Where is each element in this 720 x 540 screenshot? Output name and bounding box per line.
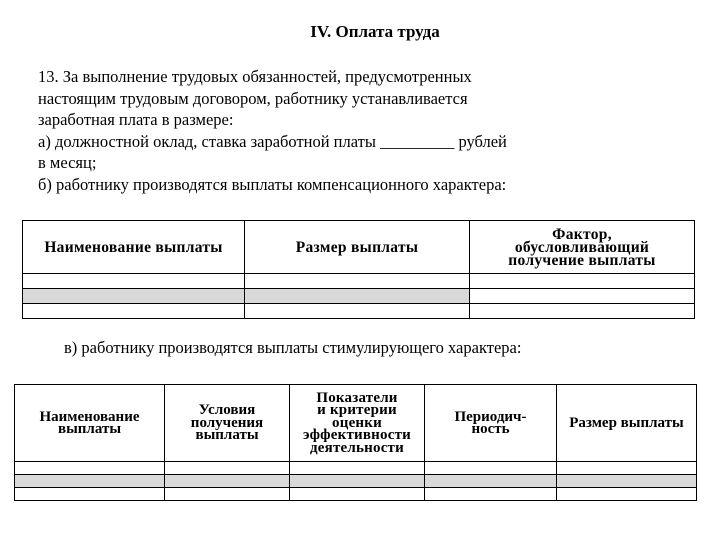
header-text: эффективности bbox=[303, 427, 411, 444]
table-row bbox=[15, 488, 697, 501]
header-text: Показатели bbox=[316, 389, 398, 406]
paragraph-line: 13. За выполнение трудовых обязанностей, предусмотренных bbox=[38, 67, 472, 86]
table-cell[interactable] bbox=[15, 475, 165, 488]
table-cell[interactable] bbox=[245, 289, 470, 304]
table-cell[interactable] bbox=[165, 475, 290, 488]
table-cell[interactable] bbox=[557, 475, 697, 488]
header-text: Размер выплаты bbox=[569, 414, 684, 431]
compensation-payments-table bbox=[22, 220, 695, 319]
table-cell[interactable] bbox=[290, 488, 425, 501]
paragraph-line: а) должностной оклад, ставка заработной платы _________ рублей bbox=[38, 131, 507, 151]
table-cell[interactable] bbox=[557, 488, 697, 501]
table-row bbox=[23, 304, 695, 319]
header-text: выплаты bbox=[195, 427, 259, 444]
contract-paragraph-13 bbox=[38, 66, 678, 196]
table-cell[interactable] bbox=[23, 304, 245, 319]
header-payment-factor bbox=[470, 221, 695, 274]
header-text: Периодич- bbox=[454, 408, 527, 425]
header-periodicity bbox=[425, 385, 557, 462]
header-text: деятельности bbox=[310, 439, 404, 456]
header-payment-amount bbox=[245, 221, 470, 274]
header-text: оценки bbox=[332, 414, 382, 431]
header-text: ность bbox=[471, 421, 510, 437]
table-cell[interactable] bbox=[425, 462, 557, 475]
table-cell[interactable] bbox=[557, 462, 697, 475]
table-row bbox=[15, 475, 697, 488]
table-row bbox=[23, 274, 695, 289]
header-payment-name bbox=[15, 385, 165, 462]
paragraph-line: б) работнику производятся выплаты компенсационного характера: bbox=[38, 174, 507, 194]
incentive-payments-subparagraph: в) работнику производятся выплаты стимулирующего характера: bbox=[64, 338, 522, 357]
table-header-row bbox=[15, 385, 697, 462]
table-cell[interactable] bbox=[425, 475, 557, 488]
table-cell[interactable] bbox=[470, 289, 695, 304]
incentive-payments-table bbox=[14, 384, 697, 501]
paragraph-line: в месяц; bbox=[38, 153, 97, 173]
table-cell[interactable] bbox=[245, 304, 470, 319]
header-text: Наименование выплаты bbox=[44, 238, 223, 256]
header-text: Фактор, bbox=[552, 225, 612, 243]
table-cell[interactable] bbox=[165, 462, 290, 475]
header-text: Наименование bbox=[39, 408, 140, 425]
table-cell[interactable] bbox=[15, 462, 165, 475]
header-payment-amount bbox=[557, 385, 697, 462]
header-text: выплаты bbox=[57, 421, 122, 437]
table-cell[interactable] bbox=[245, 274, 470, 289]
table-row bbox=[15, 462, 697, 475]
header-text: и критерии bbox=[317, 402, 397, 419]
header-text: обусловливающий bbox=[514, 238, 650, 256]
header-text: Размер выплаты bbox=[295, 238, 419, 256]
header-text: Условия bbox=[198, 402, 256, 419]
table-cell[interactable] bbox=[470, 304, 695, 319]
header-text: получения bbox=[190, 414, 264, 431]
table-cell[interactable] bbox=[15, 488, 165, 501]
table-header-row bbox=[23, 221, 695, 274]
header-payment-conditions bbox=[165, 385, 290, 462]
section-title: IV. Оплата труда bbox=[310, 22, 440, 41]
paragraph-line: настоящим трудовым договором, работнику устанавливается bbox=[38, 88, 468, 108]
table-cell[interactable] bbox=[290, 462, 425, 475]
table-cell[interactable] bbox=[23, 274, 245, 289]
table-cell[interactable] bbox=[425, 488, 557, 501]
paragraph-line: заработная плата в размере: bbox=[38, 110, 234, 130]
table-cell[interactable] bbox=[470, 274, 695, 289]
table-cell[interactable] bbox=[165, 488, 290, 501]
header-performance-indicators bbox=[290, 385, 425, 462]
table-cell[interactable] bbox=[290, 475, 425, 488]
header-payment-name bbox=[23, 221, 245, 274]
header-text: получение выплаты bbox=[508, 251, 656, 269]
table-cell[interactable] bbox=[23, 289, 245, 304]
table-row bbox=[23, 289, 695, 304]
